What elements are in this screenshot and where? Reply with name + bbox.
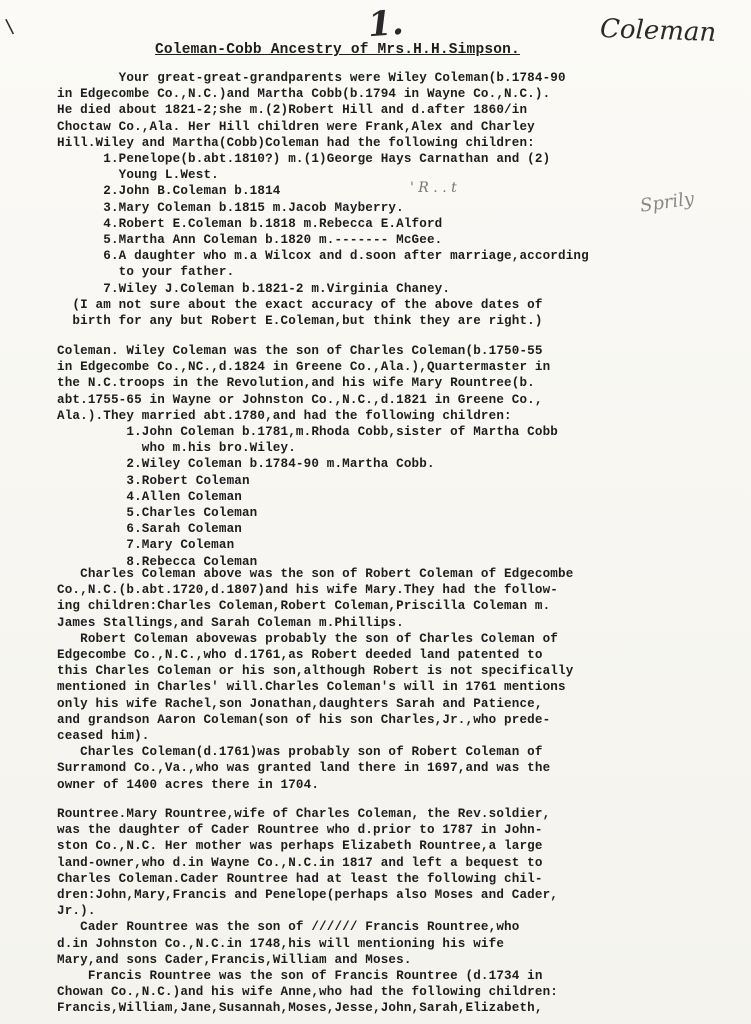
document-title: Coleman-Cobb Ancestry of Mrs.H.H.Simpson. xyxy=(155,42,520,58)
text-line: d.in Johnston Co.,N.C.in 1748,his will mentioning his wife xyxy=(57,936,505,951)
text-line: 1.Penelope(b.abt.1810?) m.(1)George Hays Carnathan and (2) xyxy=(57,152,551,167)
faint-handwriting-margin: Sprily xyxy=(638,188,696,217)
text-line: Robert Coleman abovewas probably the son of Charles Coleman of xyxy=(57,631,558,646)
text-line: birth for any but Robert E.Coleman,but think they are right.) xyxy=(57,314,543,329)
text-line: ceased him). xyxy=(57,729,150,744)
text-block-1 xyxy=(57,70,725,329)
text-line: 2.Wiley Coleman b.1784-90 m.Martha Cobb. xyxy=(57,457,435,472)
text-line: Charles Coleman.Cader Rountree had at least the following chil- xyxy=(57,871,543,886)
text-line: mentioned in Charles' will.Charles Coleman's will in 1761 mentions xyxy=(57,680,566,695)
text-block-2 xyxy=(57,343,725,570)
text-line: in Edgecombe Co.,N.C.)and Martha Cobb(b.1794 in Wayne Co.,N.C.). xyxy=(57,87,551,102)
text-block-3 xyxy=(57,566,725,793)
text-line: the N.C.troops in the Revolution,and his wife Mary Rountree(b. xyxy=(57,376,535,391)
text-line: Coleman. Wiley Coleman was the son of Charles Coleman(b.1750-55 xyxy=(57,344,543,358)
text-line: Ala.).They married abt.1780,and had the following children: xyxy=(57,408,512,423)
text-line: (I am not sure about the exact accuracy of the above dates of xyxy=(57,297,543,312)
text-line: was the daughter of Cader Rountree who d.prior to 1787 in John- xyxy=(57,823,543,838)
text-line: Charles Coleman(d.1761)was probably son of Robert Coleman of xyxy=(57,745,543,760)
faint-handwriting: ' R . . t xyxy=(410,180,457,196)
text-line: Hill.Wiley and Martha(Cobb)Coleman had the following children: xyxy=(57,135,535,150)
text-line: Cader Rountree was the son of ////// Francis Rountree,who xyxy=(57,920,520,935)
text-line: 6.Sarah Coleman xyxy=(57,522,242,537)
text-line: Surramond Co.,Va.,who was granted land there in 1697,and was the xyxy=(57,761,551,776)
text-line: Co.,N.C.(b.abt.1720,d.1807)and his wife Mary.They had the follow- xyxy=(57,583,558,598)
text-block-4 xyxy=(57,806,725,1017)
text-line: 2.John B.Coleman b.1814 xyxy=(57,184,281,199)
text-line: Charles Coleman above was the son of Robert Coleman of Edgecombe xyxy=(57,567,574,581)
text-line: Francis Rountree was the son of Francis Rountree (d.1734 in xyxy=(57,969,543,984)
text-line: to your father. xyxy=(57,265,235,280)
text-line: owner of 1400 acres there in 1704. xyxy=(57,777,320,792)
text-line: 3.Mary Coleman b.1815 m.Jacob Mayberry. xyxy=(57,200,404,215)
handwritten-corner-mark: \ xyxy=(2,13,17,39)
text-line: 7.Mary Coleman xyxy=(57,538,235,553)
text-line: abt.1755-65 in Wayne or Johnston Co.,N.C.,d.1821 in Greene Co., xyxy=(57,392,543,407)
text-line: James Stallings,and Sarah Coleman m.Phillips. xyxy=(57,615,404,630)
text-line: Chowan Co.,N.C.)and his wife Anne,who had the following children: xyxy=(57,985,558,1000)
text-line: 4.Robert E.Coleman b.1818 m.Rebecca E.Alford xyxy=(57,216,443,231)
text-line: this Charles Coleman or his son,although Robert is not specifically xyxy=(57,664,574,679)
text-line: Young L.West. xyxy=(57,168,219,183)
text-line: only his wife Rachel,son Jonathan,daughters Sarah and Patience, xyxy=(57,696,543,711)
text-line: Rountree.Mary Rountree,wife of Charles Coleman, the Rev.soldier, xyxy=(57,807,551,821)
text-line: 5.Martha Ann Coleman b.1820 m.------- McGee. xyxy=(57,233,443,248)
text-line: 5.Charles Coleman xyxy=(57,506,258,521)
handwritten-page-mark: 1. xyxy=(366,2,405,46)
text-line: 4.Allen Coleman xyxy=(57,489,242,504)
text-line: 1.John Coleman b.1781,m.Rhoda Cobb,sister of Martha Cobb xyxy=(57,425,558,440)
text-line: 8.Rebecca Coleman xyxy=(57,554,258,569)
text-line: in Edgecombe Co.,NC.,d.1824 in Greene Co.,Ala.),Quartermaster in xyxy=(57,360,551,375)
handwritten-name-note: Coleman xyxy=(599,13,717,49)
text-line: and grandson Aaron Coleman(son of his son Charles,Jr.,who prede- xyxy=(57,712,551,727)
text-line: ston Co.,N.C. Her mother was perhaps Elizabeth Rountree,a large xyxy=(57,839,543,854)
text-line: Mary,and sons Cader,Francis,William and Moses. xyxy=(57,952,412,967)
text-line: Your great-great-grandparents were Wiley Coleman(b.1784-90 xyxy=(57,71,566,85)
text-line: 3.Robert Coleman xyxy=(57,473,250,488)
text-line: dren:John,Mary,Francis and Penelope(perhaps also Moses and Cader, xyxy=(57,888,558,903)
text-line: who m.his bro.Wiley. xyxy=(57,441,296,456)
text-line: He died about 1821-2;she m.(2)Robert Hill and d.after 1860/in xyxy=(57,103,528,118)
text-line: ing children:Charles Coleman,Robert Coleman,Priscilla Coleman m. xyxy=(57,599,551,614)
text-line: Choctaw Co.,Ala. Her Hill children were Frank,Alex and Charley xyxy=(57,119,535,134)
text-line: Jr.). xyxy=(57,904,96,919)
text-line: 7.Wiley J.Coleman b.1821-2 m.Virginia Chaney. xyxy=(57,281,451,296)
text-line: 6.A daughter who m.a Wilcox and d.soon after marriage,according xyxy=(57,249,589,264)
text-line: Francis,William,Jane,Susannah,Moses,Jesse,John,Sarah,Elizabeth, xyxy=(57,1001,543,1016)
text-line: land-owner,who d.in Wayne Co.,N.C.in 1817 and left a bequest to xyxy=(57,855,543,870)
text-line: Edgecombe Co.,N.C.,who d.1761,as Robert deeded land patented to xyxy=(57,648,543,663)
